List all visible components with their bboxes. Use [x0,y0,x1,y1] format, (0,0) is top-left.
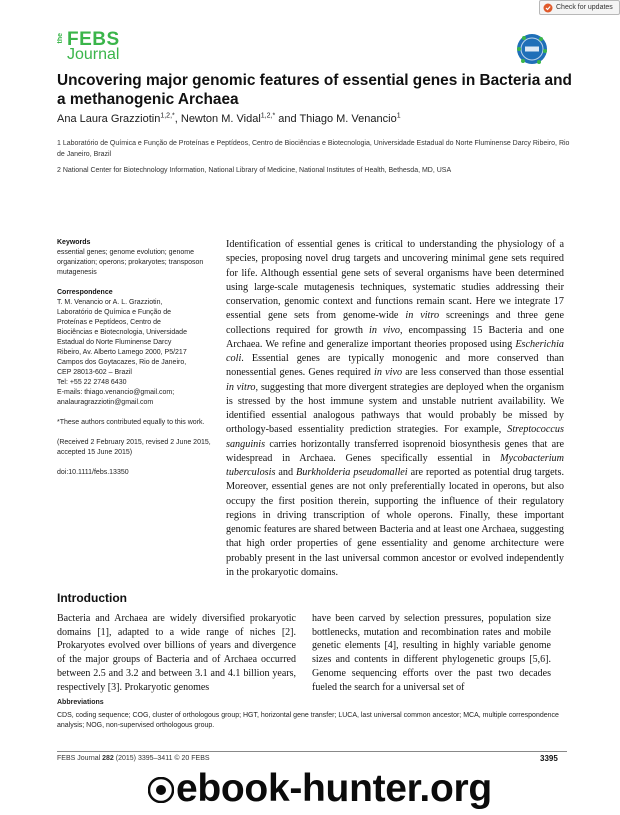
author-affiliation-marker: 1,2,* [160,112,175,120]
abstract-italic: Streptococcus sanguinis [226,424,564,450]
abbreviations-heading: Abbreviations [57,699,104,706]
abstract-run: . Essential genes are typically monogenic and more conserved than nonessential genes. Genes required [226,353,564,379]
doi-link[interactable]: doi:10.1111/febs.13350 [57,469,129,476]
abstract-italic: Burkholderia pseudomallei [296,467,408,478]
correspondence-line: Ribeiro, Av. Alberto Lamego 2000, P5/217 [57,349,187,356]
correspondence-line: Laboratório de Química e Função de [57,309,172,316]
abbreviations-box [57,698,567,732]
footer-citation [57,755,210,762]
correspondence-line: Biociências e Biotecnologia, Universidade [57,329,187,336]
abstract-run: Identification of essential genes is critical to understanding the physiology of a species, proposing novel drug targets and uncovering minimal gene sets required for life. Although essential gene sets of several organisms have been determined using large-scale mutagenesis techniques, systematic studies addressing their conservation, genomic context and functions remain scant. Here we integrate 17 essential gene sets from genome-wide [226,239,564,322]
correspondence-line: Tel: +55 22 2748 6430 [57,379,127,386]
abstract-run: , suggesting that more divergent strategies are deployed when the organism is stressed by the host immune system and unstable nutrient availability. We identified essential analogous pathways that would probably be missed by orthology-based essentiality prediction strategies. For example, [226,381,564,436]
affiliation-2: 2 National Center for Biotechnology Information, National Library of Medicine, National Institutes of Health, Bethesda, MD, USA [57,167,452,174]
check-for-updates-button[interactable] [539,0,620,15]
abstract-italic: Mycobacterium tuberculosis [226,452,564,478]
logo-febs: FEBS [67,29,120,50]
page-number: 3395 [540,754,558,763]
article-sidebar [57,238,217,478]
footer-journal: FEBS Journal [57,755,103,762]
abstract-italic: Escherichia coli [226,338,564,364]
abstract-text [226,238,564,580]
footer-publisher: FEBS [189,755,210,762]
correspondence-line: Proteínas e Peptídeos, Centro de [57,319,161,326]
journal-logo [57,30,121,64]
check-for-updates-label: Check for updates [556,4,613,11]
introduction-heading: Introduction [57,591,127,605]
correspondence-line: E-mails: thiago.venancio@gmail.com; [57,389,175,396]
abstract-run: are reported as potential drug targets. Moreover, essential genes are not only preferentially located in operons, but also occupy the first position therein, supporting the influence of their regulatory regions in driving transcription of whole operons. Finally, these important genomic features are shared between Bacteria and at least one Archaea, suggesting that high order properties of gene essentiality and genome architecture were probably present in the last universal common ancestor or evolved independently in the prokaryotic domains. [226,467,564,578]
keywords-text: essential genes; genome evolution; genome organization; operons; prokaryotes; transposon mutagenesis [57,249,204,276]
article-title: Uncovering major genomic features of essential genes in Bacteria and a methanogenic Archaea [57,72,572,108]
abstract-run: carries horizontally transferred isoprenoid biosynthesis genes that are widespread in Archaea. Genes specifically essential in [226,438,564,464]
footer-volume: 282 [102,755,114,762]
author-list [57,112,401,126]
correspondence-heading: Correspondence [57,289,113,296]
watermark-text: ebook-hunter.org [176,767,492,810]
correspondence-line: analauragrazziotin@gmail.com [57,399,154,406]
footer-divider [57,751,567,752]
correspondence-line: Estadual do Norte Fluminense Darcy [57,339,172,346]
affiliations [57,138,577,181]
abstract-italic: in vivo [369,324,400,336]
abstract-run: screenings and three gene collections required for growth [226,310,564,336]
abstract-italic: in vivo [374,367,403,379]
author-separator: and [275,113,300,125]
watermark [148,765,618,813]
abbreviations-text: CDS, coding sequence; COG, cluster of orthologous group; HGT, horizontal gene transfer; LUCA, last universal common ancestor; MCA, multiple correspondence analysis; NOG, non-supervised orthologous group. [57,711,559,729]
author-name: Ana Laura Grazziotin [57,113,161,125]
abstract-run: and [275,467,297,478]
correspondence-line: CEP 28013-602 – Brazil [57,369,132,376]
crossmark-icon [543,3,553,13]
footer-years: (2015) 3395–3411 © 20 [113,755,190,762]
correspondence-line: Campos dos Goytacazes, Rio de Janeiro, [57,359,187,366]
affiliation-1: 1 Laboratório de Química e Função de Proteínas e Peptídeos, Centro de Biociências e Biotecnologia, Universidade Estadual do Norte Fluminense Darcy Ribeiro, Rio de Janeiro, Brazil [57,140,570,158]
author-name: Newton M. Vidal [180,113,261,125]
author-affiliation-marker: 1,2,* [260,112,276,120]
correspondence-line: T. M. Venancio or A. L. Grazziotin, [57,299,163,306]
febs-emblem-icon [515,32,549,66]
introduction-left-column: Bacteria and Archaea are widely diversified prokaryotic domains [1], adapted to a wide range of niches [2]. Prokaryotes evolved over billions of years and divergence of the major groups of Bacteria and of Archaea occurred between 2.5 and 3.2 and between 3.1 and 4.1 billion years, respectively [3]. Prokaryotic genomes [57,613,296,693]
logo-journal: Journal [67,46,120,63]
abstract-run: are less conserved than those essential [402,367,564,379]
author-separator: , [174,113,181,125]
keywords-heading: Keywords [57,239,91,246]
author-affiliation-marker: 1 [396,112,401,120]
author-name: Thiago M. Venancio [299,113,397,125]
abstract-run: , encompassing 15 Bacteria and one Archaea. We refine and generalize important theories proposed using [226,324,564,350]
logo-the: the [57,33,64,44]
abstract-italic: in vitro [405,310,440,322]
introduction-right-column: have been carved by selection pressures, population size bottlenecks, mutation and recombination rates and mobile genetic elements [4], resulting in highly variable genome sizes and contents in different phylogenetic groups [5,6]. Genome sequencing efforts over the past two decades fueled the search for a universal set of [312,613,551,693]
equal-contribution-note: *These authors contributed equally to this work. [57,419,205,426]
abstract-italic: in vitro [226,381,256,393]
watermark-logo-icon [148,777,174,803]
received-dates: (Received 2 February 2015, revised 2 June 2015, accepted 15 June 2015) [57,439,211,456]
